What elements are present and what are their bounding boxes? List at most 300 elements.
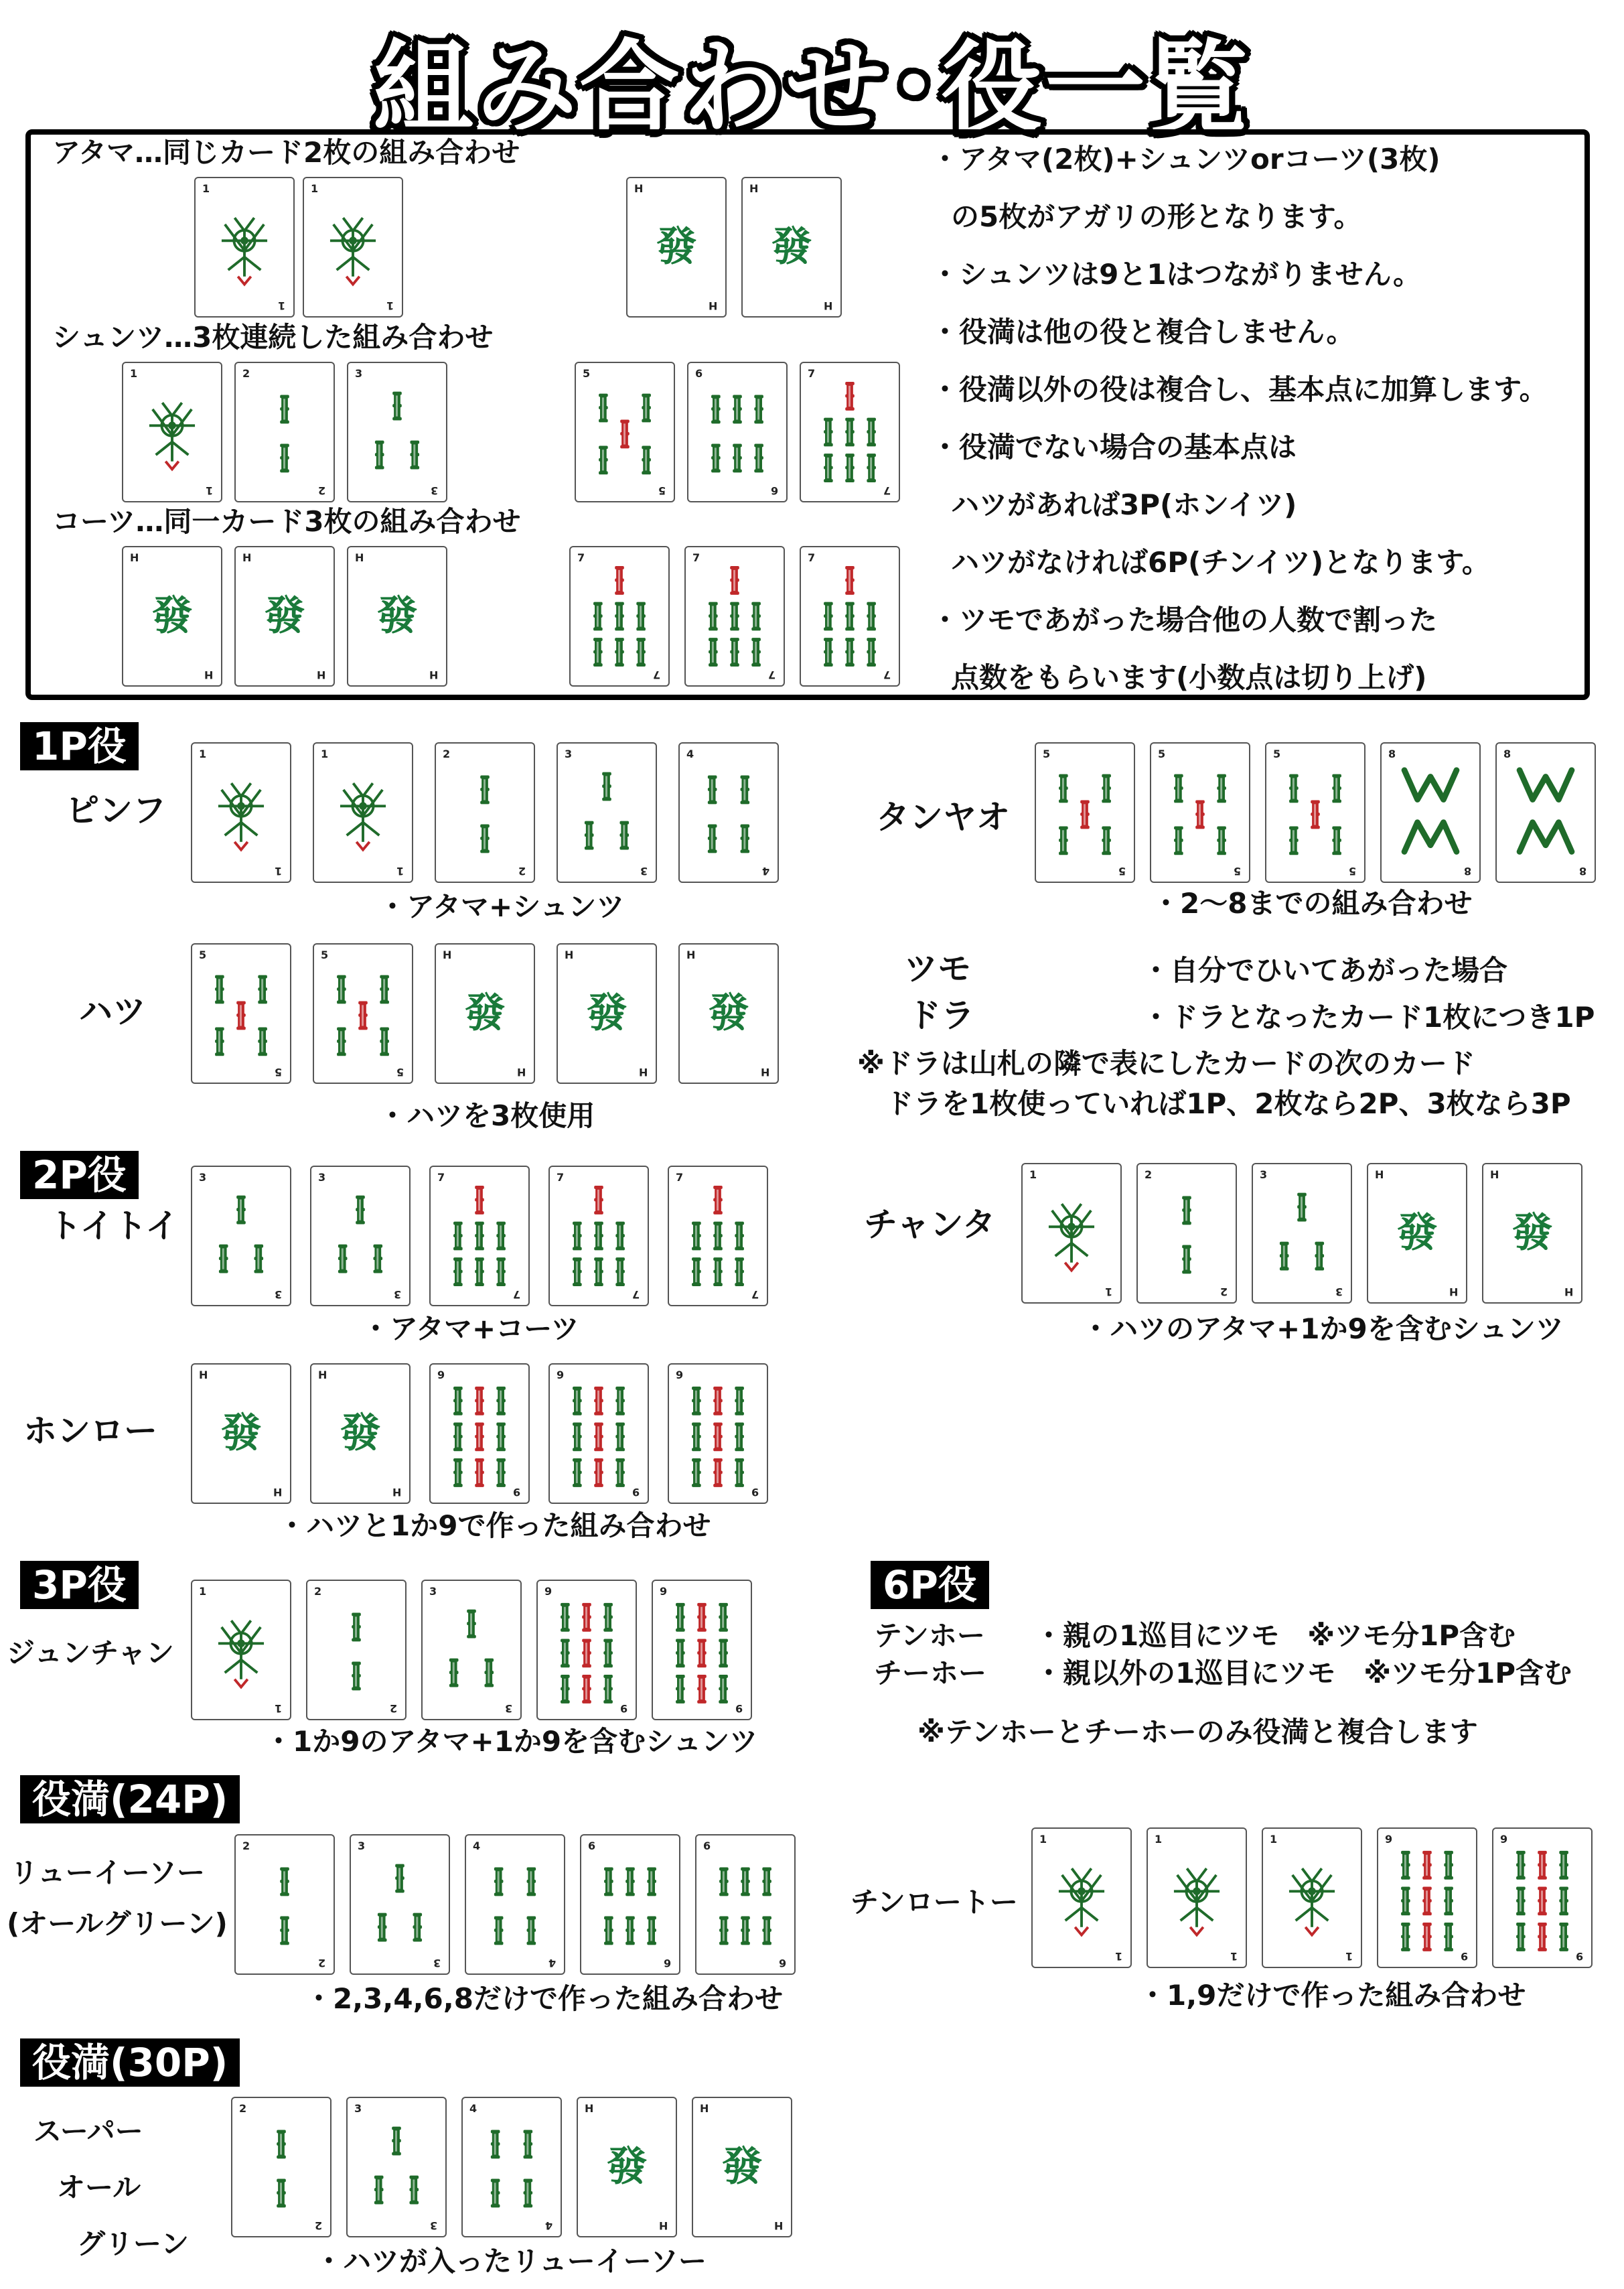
bamboo-icon <box>1138 1164 1236 1302</box>
svg-text:發: 發 <box>708 989 749 1037</box>
bamboo-icon <box>436 744 534 882</box>
card-rank: H <box>318 1369 327 1381</box>
card-rank-rotated: 2 <box>389 1702 397 1715</box>
card-rank-rotated: 6 <box>778 1957 786 1969</box>
svg-text:發: 發 <box>606 2142 648 2191</box>
card-hatsu <box>692 2097 792 2237</box>
card-rank-rotated: 9 <box>1575 1950 1583 1963</box>
bird-icon <box>192 744 290 882</box>
card-7 <box>668 1166 768 1306</box>
bamboo-icon <box>431 1365 528 1503</box>
kotsu-label: コーツ…同一カード3枚の組み合わせ <box>52 505 521 538</box>
card-hatsu <box>234 546 335 687</box>
card-rank: 3 <box>355 367 363 380</box>
chinroto-desc: ・1,9だけで作った組み合わせ <box>1138 1979 1526 2012</box>
note-2: の5枚がアガリの形となります。 <box>951 200 1362 233</box>
card-rank: H <box>585 2102 594 2115</box>
card-7 <box>800 546 900 687</box>
card-rank: 7 <box>676 1171 684 1184</box>
card-rank-rotated: H <box>658 2219 668 2232</box>
card-2 <box>1136 1163 1237 1304</box>
card-rank-rotated: 5 <box>1118 865 1126 878</box>
svg-text:發: 發 <box>264 592 305 640</box>
bird-icon <box>196 178 293 316</box>
card-rank: 5 <box>1158 748 1166 760</box>
card-rank-rotated: 1 <box>1230 1950 1238 1963</box>
card-rank-rotated: 5 <box>396 1066 404 1079</box>
junchan-desc: ・1か9のアタマ+1か9を含むシュンツ <box>265 1725 758 1758</box>
card-1 <box>191 742 291 883</box>
bird-icon <box>304 178 402 316</box>
svg-text:發: 發 <box>340 1409 381 1457</box>
bamboo-icon <box>669 1365 767 1503</box>
card-rank-rotated: 1 <box>386 299 394 312</box>
card-rank: 6 <box>588 1840 596 1852</box>
bamboo-icon <box>351 1835 449 1973</box>
card-rank-rotated: 2 <box>1220 1286 1228 1298</box>
card-3 <box>347 362 447 502</box>
card-rank-rotated: 3 <box>433 1957 441 1969</box>
card-rank: 5 <box>1043 748 1051 760</box>
svg-text:發: 發 <box>220 1409 262 1457</box>
super-name-2: オール <box>57 2171 141 2204</box>
hatsu-icon <box>236 547 334 685</box>
bamboo-icon <box>801 363 899 501</box>
card-rank: 7 <box>808 551 816 564</box>
card-rank: 5 <box>583 367 591 380</box>
bamboo-icon <box>232 2098 330 2236</box>
card-rank-rotated: H <box>204 669 213 681</box>
bamboo-icon <box>1253 1164 1351 1302</box>
bamboo-icon <box>550 1167 648 1305</box>
card-hatsu <box>1367 1163 1467 1304</box>
card-5 <box>1035 742 1135 883</box>
svg-text:發: 發 <box>464 989 506 1037</box>
bird-icon <box>1023 1164 1120 1302</box>
junchan-name: ジュンチャン <box>7 1637 174 1669</box>
note-5: ・役満以外の役は複合し、基本点に加算します。 <box>931 373 1548 406</box>
card-2 <box>435 742 535 883</box>
bamboo-icon <box>1382 744 1479 882</box>
card-rank: H <box>130 551 139 564</box>
bamboo-icon <box>1036 744 1134 882</box>
card-rank: 2 <box>443 748 451 760</box>
card-rank-rotated: 6 <box>663 1957 671 1969</box>
card-rank: 1 <box>311 182 319 195</box>
card-rank-rotated: 3 <box>429 2219 437 2232</box>
card-3 <box>191 1166 291 1306</box>
note-8: ハツがなければ6P(チンイツ)となります。 <box>951 546 1490 579</box>
card-rank: 9 <box>437 1369 445 1381</box>
card-rank: 2 <box>1145 1168 1153 1181</box>
section-6p: 6P役 <box>871 1561 989 1609</box>
card-rank: 7 <box>577 551 585 564</box>
hatsu-icon <box>558 945 656 1083</box>
svg-text:發: 發 <box>1396 1208 1438 1257</box>
chanta-desc: ・ハツのアタマ+1か9を含むシュンツ <box>1082 1312 1564 1345</box>
card-rank: 9 <box>660 1585 668 1598</box>
svg-text:發: 發 <box>1511 1208 1553 1257</box>
bamboo-icon <box>307 1581 405 1719</box>
super-desc: ・ハツが入ったリューイーソー <box>315 2245 707 2278</box>
section-1p: 1P役 <box>20 722 139 770</box>
card-rank: 3 <box>318 1171 326 1184</box>
honro-desc: ・ハツと1か9で作った組み合わせ <box>278 1509 711 1542</box>
atama-label: アタマ…同じカード2枚の組み合わせ <box>52 136 520 169</box>
bamboo-icon <box>680 744 778 882</box>
card-hatsu <box>557 943 657 1084</box>
card-hatsu <box>435 943 535 1084</box>
chinroto-name: チンロートー <box>851 1886 1018 1919</box>
bamboo-icon <box>1493 1829 1591 1967</box>
card-3 <box>421 1580 522 1720</box>
tenho-name: テンホー <box>874 1619 985 1652</box>
card-1 <box>303 177 403 318</box>
card-9 <box>1492 1827 1593 1968</box>
card-rank-rotated: 3 <box>1335 1286 1343 1298</box>
card-rank-rotated: 9 <box>1460 1950 1468 1963</box>
card-rank-rotated: 5 <box>658 484 666 497</box>
card-rank: 1 <box>1039 1833 1047 1846</box>
card-1 <box>191 1580 291 1720</box>
card-rank-rotated: 2 <box>317 1957 325 1969</box>
bird-icon <box>1148 1829 1246 1967</box>
card-rank-rotated: H <box>1564 1286 1573 1298</box>
card-rank-rotated: 9 <box>632 1486 640 1499</box>
bamboo-icon <box>550 1365 648 1503</box>
p6-note: ※テンホーとチーホーのみ役満と複合します <box>917 1716 1478 1748</box>
card-4 <box>465 1834 565 1975</box>
hatsu-icon <box>123 547 221 685</box>
card-hatsu <box>1482 1163 1582 1304</box>
card-7 <box>800 362 900 502</box>
card-rank: 9 <box>557 1369 565 1381</box>
card-2 <box>306 1580 407 1720</box>
bamboo-icon <box>236 1835 334 1973</box>
card-1 <box>122 362 222 502</box>
bamboo-icon <box>571 547 668 685</box>
ryuiso-desc: ・2,3,4,6,8だけで作った組み合わせ <box>305 1982 783 2015</box>
bird-icon <box>123 363 221 501</box>
card-5 <box>1150 742 1250 883</box>
card-3 <box>350 1834 450 1975</box>
card-3 <box>1252 1163 1352 1304</box>
card-rank: H <box>242 551 252 564</box>
card-rank: 4 <box>469 2102 477 2115</box>
card-rank-rotated: 1 <box>1345 1950 1353 1963</box>
card-rank-rotated: 5 <box>1233 865 1241 878</box>
card-rank-rotated: 7 <box>652 669 660 681</box>
section-yakuman-24: 役満(24P) <box>20 1775 240 1823</box>
tsumo-desc: ・自分でひいてあがった場合 <box>1142 954 1508 987</box>
card-6 <box>695 1834 796 1975</box>
svg-text:發: 發 <box>586 989 628 1037</box>
card-hatsu <box>678 943 779 1084</box>
card-2 <box>231 2097 331 2237</box>
card-rank: 3 <box>199 1171 207 1184</box>
card-rank: H <box>565 949 574 961</box>
card-rank-rotated: 4 <box>548 1957 556 1969</box>
card-rank-rotated: 4 <box>761 865 769 878</box>
bamboo-icon <box>576 363 674 501</box>
card-rank-rotated: 7 <box>883 669 891 681</box>
card-3 <box>557 742 657 883</box>
card-9 <box>668 1363 768 1504</box>
card-rank: 1 <box>1029 1168 1037 1181</box>
card-9 <box>536 1580 637 1720</box>
note-1: ・アタマ(2枚)+シュンツorコーツ(3枚) <box>931 143 1441 176</box>
card-1 <box>313 742 413 883</box>
bamboo-icon <box>1266 744 1364 882</box>
svg-text:發: 發 <box>771 222 812 271</box>
bamboo-icon <box>466 1835 564 1973</box>
card-rank: 3 <box>565 748 573 760</box>
section-3p: 3P役 <box>20 1561 139 1609</box>
card-rank: 1 <box>130 367 138 380</box>
card-rank-rotated: H <box>708 299 717 312</box>
chiho-name: チーホー <box>874 1657 987 1689</box>
note-9: ・ツモであがった場合他の人数で割った <box>931 604 1438 636</box>
bamboo-icon <box>463 2098 561 2236</box>
card-rank: 8 <box>1503 748 1511 760</box>
card-rank: 3 <box>358 1840 366 1852</box>
hatsu-icon <box>436 945 534 1083</box>
ryuiso-name-1: リューイーソー <box>10 1856 206 1889</box>
hatsu-icon <box>680 945 778 1083</box>
card-rank-rotated: 3 <box>430 484 438 497</box>
bamboo-icon <box>192 1167 290 1305</box>
dora-name: ドラ <box>907 996 974 1035</box>
card-5 <box>313 943 413 1084</box>
toitoi-name: トイトイ <box>48 1206 179 1245</box>
card-rank-rotated: 7 <box>767 669 776 681</box>
card-3 <box>310 1166 411 1306</box>
bird-icon <box>1033 1829 1130 1967</box>
card-rank: H <box>634 182 644 195</box>
card-rank-rotated: H <box>316 669 325 681</box>
bird-icon <box>314 744 412 882</box>
ryuiso-name-2: (オールグリーン) <box>7 1907 228 1940</box>
card-rank-rotated: 1 <box>1114 1950 1122 1963</box>
card-rank: 7 <box>808 367 816 380</box>
bamboo-icon <box>686 547 784 685</box>
card-rank-rotated: 2 <box>317 484 325 497</box>
tenho-desc: ・親の1巡目にツモ ※ツモ分1P含む <box>1035 1619 1516 1652</box>
bamboo-icon <box>696 1835 794 1973</box>
bamboo-icon <box>669 1167 767 1305</box>
card-rank: 5 <box>199 949 207 961</box>
card-1 <box>194 177 295 318</box>
card-rank: 4 <box>686 748 694 760</box>
bamboo-icon <box>1497 744 1595 882</box>
card-5 <box>1265 742 1365 883</box>
card-rank: 9 <box>1385 1833 1393 1846</box>
bamboo-icon <box>653 1581 751 1719</box>
card-rank-rotated: 3 <box>393 1288 401 1301</box>
bamboo-icon <box>1378 1829 1476 1967</box>
card-hatsu <box>310 1363 411 1504</box>
hatsu-name: ハツ <box>79 992 146 1031</box>
card-rank: 6 <box>695 367 703 380</box>
super-name-3: グリーン <box>77 2227 190 2260</box>
card-rank: 6 <box>703 1840 711 1852</box>
dora-desc: ・ドラとなったカード1枚につき1P <box>1142 1001 1595 1034</box>
hatsu-icon <box>1483 1164 1581 1302</box>
card-8 <box>1380 742 1481 883</box>
card-rank: 9 <box>676 1369 684 1381</box>
chanta-name: チャンタ <box>864 1205 996 1244</box>
card-rank-rotated: 9 <box>751 1486 759 1499</box>
card-rank-rotated: 1 <box>396 865 404 878</box>
card-rank-rotated: 5 <box>274 1066 282 1079</box>
card-hatsu <box>741 177 842 318</box>
card-5 <box>575 362 675 502</box>
card-rank-rotated: 3 <box>504 1702 512 1715</box>
card-rank: 4 <box>473 1840 481 1852</box>
note-6: ・役満でない場合の基本点は <box>931 431 1297 464</box>
card-rank: 9 <box>544 1585 552 1598</box>
card-rank: 1 <box>321 748 329 760</box>
bamboo-icon <box>538 1581 636 1719</box>
card-rank: 1 <box>199 1585 207 1598</box>
card-rank-rotated: 9 <box>512 1486 520 1499</box>
note-10: 点数をもらいます(小数点は切り上げ) <box>951 661 1427 694</box>
card-rank-rotated: H <box>760 1066 769 1079</box>
bamboo-icon <box>311 1167 409 1305</box>
pinfu-name: ピンフ <box>66 791 166 830</box>
card-6 <box>580 1834 680 1975</box>
card-rank: 3 <box>354 2102 362 2115</box>
page-title: 組み合わせ･役一覧 <box>372 30 1251 147</box>
card-rank-rotated: H <box>273 1486 282 1499</box>
card-rank: H <box>1490 1168 1499 1181</box>
card-rank: 5 <box>321 949 329 961</box>
honro-name: ホンロー <box>23 1411 157 1450</box>
svg-text:發: 發 <box>656 222 697 271</box>
tsumo-name: ツモ <box>904 949 971 988</box>
card-hatsu <box>626 177 727 318</box>
card-9 <box>548 1363 649 1504</box>
card-rank: 3 <box>429 1585 437 1598</box>
card-1 <box>1021 1163 1122 1304</box>
bamboo-icon <box>348 363 446 501</box>
card-rank-rotated: H <box>392 1486 401 1499</box>
bamboo-icon <box>581 1835 679 1973</box>
card-rank: H <box>1375 1168 1384 1181</box>
card-rank-rotated: 9 <box>619 1702 628 1715</box>
svg-text:發: 發 <box>721 2142 763 2191</box>
card-rank: 1 <box>1270 1833 1278 1846</box>
shuntsu-label: シュンツ…3枚連続した組み合わせ <box>52 321 494 354</box>
card-rank-rotated: 1 <box>277 299 285 312</box>
card-rank: H <box>749 182 759 195</box>
card-2 <box>234 362 335 502</box>
card-1 <box>1147 1827 1247 1968</box>
card-rank-rotated: 9 <box>735 1702 743 1715</box>
svg-text:發: 發 <box>151 592 193 640</box>
bamboo-icon <box>314 945 412 1083</box>
card-rank-rotated: 7 <box>512 1288 520 1301</box>
bamboo-icon <box>431 1167 528 1305</box>
card-rank-rotated: 6 <box>770 484 778 497</box>
card-7 <box>548 1166 649 1306</box>
card-rank-rotated: 7 <box>883 484 891 497</box>
section-2p: 2P役 <box>20 1151 139 1199</box>
card-rank: 2 <box>239 2102 247 2115</box>
bamboo-icon <box>348 2098 445 2236</box>
card-rank-rotated: 1 <box>1104 1286 1112 1298</box>
card-rank: 1 <box>199 748 207 760</box>
card-4 <box>461 2097 562 2237</box>
hatsu-icon <box>192 1365 290 1503</box>
card-rank: H <box>355 551 364 564</box>
card-rank-rotated: H <box>773 2219 783 2232</box>
card-hatsu <box>577 2097 677 2237</box>
card-rank-rotated: 7 <box>751 1288 759 1301</box>
card-rank: 7 <box>692 551 700 564</box>
card-rank: 2 <box>242 367 250 380</box>
card-rank-rotated: 7 <box>632 1288 640 1301</box>
bamboo-icon <box>192 945 290 1083</box>
card-rank-rotated: H <box>1449 1286 1458 1298</box>
hatsu-icon <box>348 547 446 685</box>
card-rank-rotated: H <box>516 1066 526 1079</box>
card-hatsu <box>122 546 222 687</box>
bird-icon <box>192 1581 290 1719</box>
section-yakuman-30: 役満(30P) <box>20 2038 240 2087</box>
dora-note-2: ドラを1枚使っていれば1P、2枚なら2P、3枚なら3P <box>885 1087 1571 1120</box>
card-2 <box>234 1834 335 1975</box>
hatsu-desc: ・ハツを3枚使用 <box>378 1099 595 1132</box>
card-9 <box>1377 1827 1477 1968</box>
bamboo-icon <box>423 1581 520 1719</box>
card-9 <box>429 1363 530 1504</box>
bamboo-icon <box>801 547 899 685</box>
card-rank: 9 <box>1500 1833 1508 1846</box>
card-rank-rotated: 3 <box>274 1288 282 1301</box>
card-rank: 2 <box>314 1585 322 1598</box>
card-rank: H <box>686 949 696 961</box>
card-3 <box>346 2097 447 2237</box>
bamboo-icon <box>236 363 334 501</box>
hatsu-icon <box>311 1365 409 1503</box>
card-rank-rotated: 1 <box>274 1702 282 1715</box>
bamboo-icon <box>1151 744 1249 882</box>
hatsu-icon <box>578 2098 676 2236</box>
card-rank: H <box>700 2102 709 2115</box>
card-rank: 5 <box>1273 748 1281 760</box>
card-rank-rotated: 4 <box>544 2219 552 2232</box>
card-rank: 1 <box>202 182 210 195</box>
tanyao-name: タンヤオ <box>876 798 1010 837</box>
card-hatsu <box>191 1363 291 1504</box>
card-rank: H <box>443 949 452 961</box>
card-rank: H <box>199 1369 208 1381</box>
card-rank-rotated: H <box>823 299 832 312</box>
card-rank-rotated: H <box>429 669 438 681</box>
pinfu-desc: ・アタマ+シュンツ <box>378 890 625 923</box>
card-rank: 7 <box>557 1171 565 1184</box>
card-1 <box>1262 1827 1362 1968</box>
chiho-desc: ・親以外の1巡目にツモ ※ツモ分1P含む <box>1035 1657 1572 1689</box>
card-rank-rotated: 3 <box>640 865 648 878</box>
note-4: ・役満は他の役と複合しません。 <box>931 316 1355 348</box>
card-4 <box>678 742 779 883</box>
card-5 <box>191 943 291 1084</box>
card-8 <box>1495 742 1596 883</box>
card-7 <box>569 546 670 687</box>
card-rank-rotated: 1 <box>274 865 282 878</box>
